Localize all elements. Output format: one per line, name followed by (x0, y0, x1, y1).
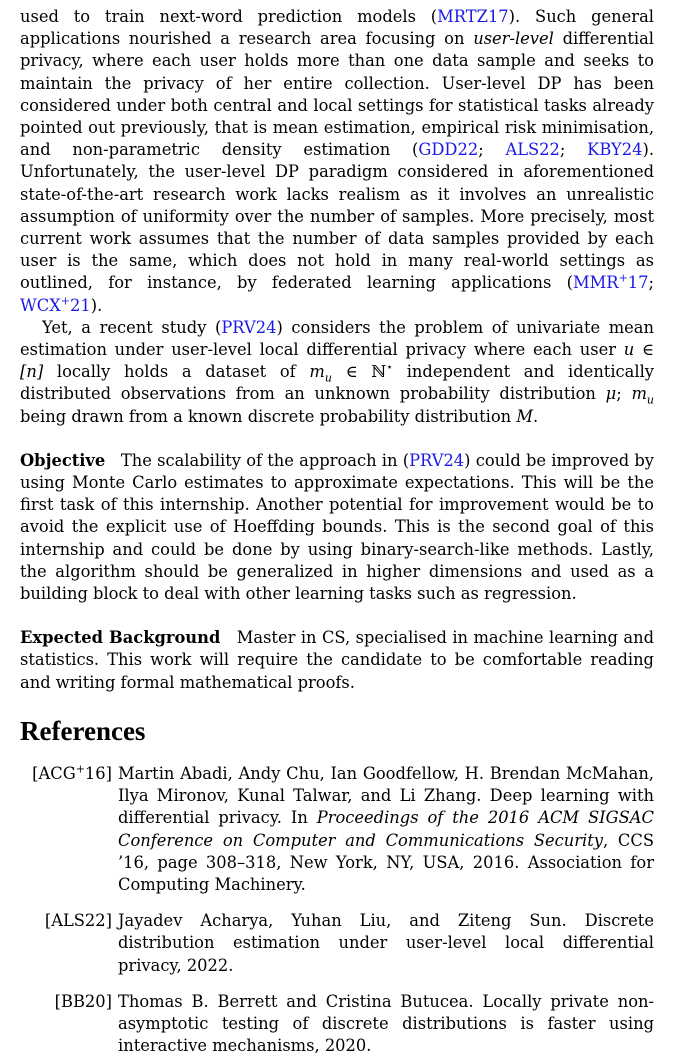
background-heading: Expected Background (20, 628, 221, 648)
reference-label-text: 16] (84, 763, 112, 783)
objective-heading: Objective (20, 450, 106, 470)
citation-key: MMR (572, 273, 619, 293)
reference-body (118, 763, 654, 896)
citation-link[interactable]: PRV24 (221, 317, 277, 337)
background-text: Master in CS, specialised in machine learning and statistics. This work will require the candidate to be comfortable reading and writing formal mathematical proofs. (20, 628, 654, 692)
study-text: ; (616, 384, 632, 404)
reference-label (20, 763, 118, 896)
citation-key: WCX (20, 295, 61, 315)
math-subscript: u (646, 393, 654, 407)
citation-sup: + (618, 272, 628, 286)
math-subscript: u (324, 371, 332, 385)
study-text: . (533, 406, 539, 426)
reference-item (20, 763, 654, 896)
math-superscript: ⋆ (386, 360, 394, 374)
citation-link[interactable] (573, 273, 649, 292)
citation-separator: ; (648, 273, 654, 293)
reference-body: Jayadev Acharya, Yuhan Liu, and Ziteng Sun. Discrete distribution estimation under user-level local differential privacy, 2022. (118, 911, 654, 975)
reference-text: Martin Abadi, Andy Chu, Ian Goodfellow, H. Brendan McMahan, Ilya Mironov, Kunal Talwar, and Li Zhang. Deep learning with differential privacy. In (118, 763, 654, 828)
reference-venue: Proceedings of the 2016 ACM SIGSAC Conference on Computer and Communications Security (118, 808, 654, 850)
study-text: locally holds a dataset of (43, 362, 310, 382)
citation-link[interactable]: KBY24 (587, 140, 643, 160)
study-paragraph (20, 317, 654, 428)
objective-text: ) could be improved by using Monte Carlo estimates to approximate expectations. This will be the first task of this internship. Another potential for improvement would be to avoid the explicit use of Hoeffding bounds. This is the second goal of this internship and could be done by using binary-search-like methods. Lastly, the algorithm should be generalized in higher dimensions and used as a building block to deal with other learning tasks such as regression. (20, 450, 655, 604)
reference-item (20, 910, 654, 977)
study-text: independent and identically distributed observations from an unknown probability distribution (20, 362, 654, 404)
spacer (20, 428, 654, 450)
citation-link[interactable]: GDD22 (418, 140, 479, 160)
intro-text: ). Such general applications nourished a research area focusing on (20, 7, 654, 49)
spacer (20, 605, 654, 627)
intro-paragraph (20, 6, 654, 317)
citation-year: 17 (627, 273, 649, 293)
citation-separator: ; (559, 140, 588, 160)
citation-sup: + (60, 294, 71, 308)
reference-label-text: [ACG (32, 763, 76, 783)
study-text: ) considers the problem of univariate mean estimation under user-level local differential privacy where each user (20, 317, 654, 360)
study-text: being drawn from a known discrete probability distribution (20, 406, 517, 426)
objective-paragraph (20, 450, 654, 605)
reference-label: [ALS22] (44, 911, 112, 931)
math-expression: ∈ ℕ (331, 362, 387, 382)
citation-link[interactable]: MRTZ17 (437, 7, 509, 26)
citation-year: 21 (70, 295, 91, 315)
citation-separator: ; (478, 140, 506, 160)
reference-label-sup: + (75, 762, 85, 776)
references-heading: References (20, 715, 146, 746)
math-expression: μ (605, 384, 617, 404)
objective-text: The scalability of the approach in ( (120, 450, 410, 470)
intro-text: used to train next-word prediction models ( (20, 7, 438, 26)
intro-text: ). Unfortunately, the user-level DP paradigm considered in aforementioned state-of-the-art research work lacks realism as it involves an unrealistic assumption of uniformity over the number of samples. More precisely, most current work assumes that the number of data samples provided by each user is the same, which does not hold in many real-world settings as outlined, for instance, by federated learning applications ( (20, 140, 654, 293)
study-text: Yet, a recent study ( (42, 317, 222, 337)
reference-list (20, 763, 654, 1057)
background-paragraph (20, 627, 654, 694)
citation-link[interactable]: ALS22 (505, 140, 560, 160)
intro-text: differential privacy, where each user holds more than one data sample and seeks to maintain the privacy of her entire collection. User-level DP has been considered under both central and local settings for statistical tasks already pointed out previously, that is mean estimation, empirical risk minimisation, and non-parametric density estimation ( (20, 29, 654, 160)
reference-label: [BB20] (54, 991, 112, 1011)
math-expression: m (631, 384, 647, 404)
intro-emphasis: user-level (473, 29, 554, 49)
math-expression: m (309, 362, 325, 382)
math-expression: u ∈ [n] (20, 340, 654, 382)
reference-text: , CCS ’16, page 308–318, New York, NY, USA, 2016. Association for Computing Machinery. (118, 830, 655, 894)
citation-link[interactable] (20, 296, 91, 315)
math-expression: M (516, 406, 533, 426)
citation-link[interactable]: PRV24 (409, 450, 465, 470)
intro-text: ). (90, 295, 103, 315)
reference-body: Thomas B. Berrett and Cristina Butucea. Locally private non-asymptotic testing of discrete distributions is faster using interactive mechanisms, 2020. (118, 991, 654, 1056)
